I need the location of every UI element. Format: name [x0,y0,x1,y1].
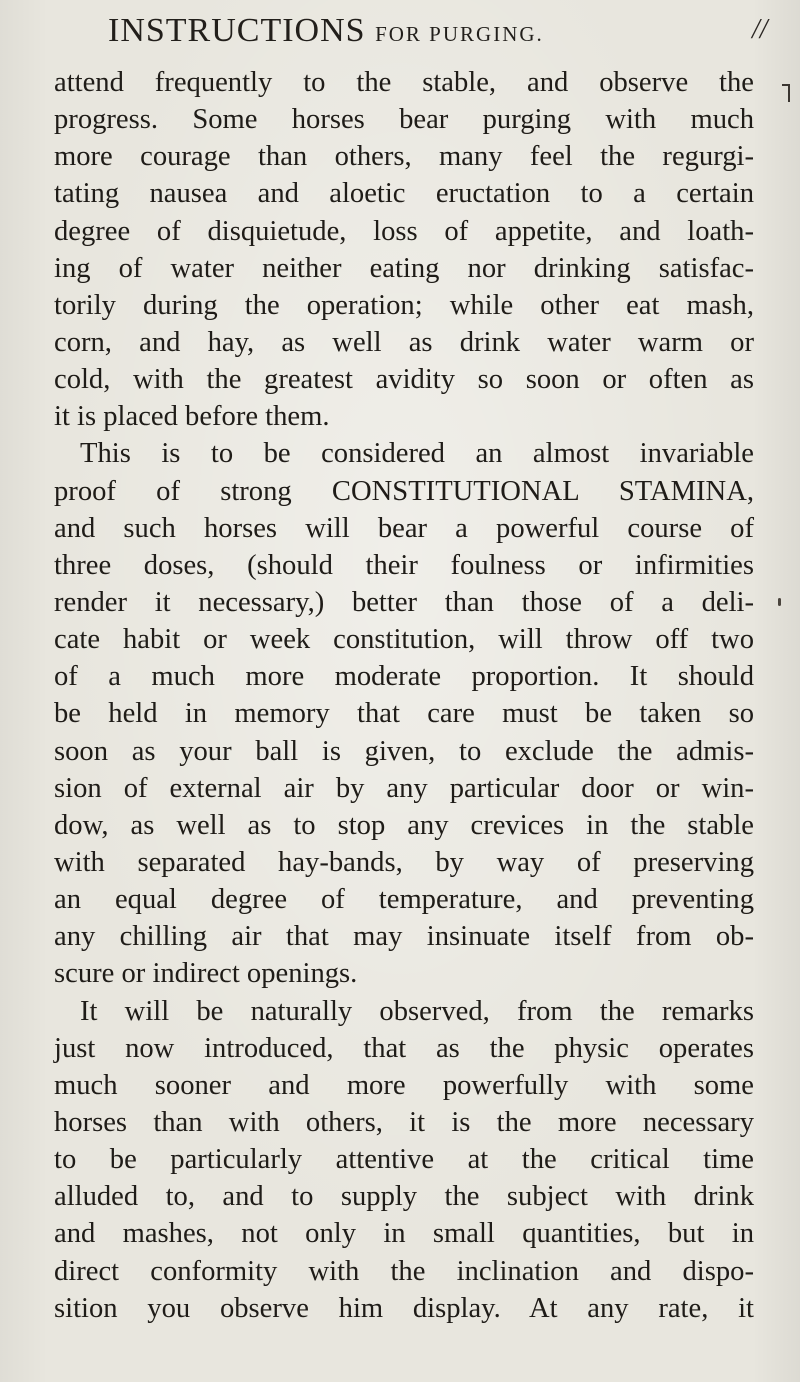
text-line: to be particularly attentive at the critical time [54,1144,754,1176]
text-line-paragraph-end: scure or indirect openings. [54,958,358,990]
text-line: sition you observe him display. At any rate, it [54,1292,754,1324]
page-number: // [752,14,768,45]
margin-bracket-mark [782,84,790,102]
running-head [108,12,708,50]
body-text [54,64,754,1327]
text-line: with separated hay-bands, by way of preserving [54,846,754,878]
text-line: horses than with others, it is the more necessary [54,1106,754,1138]
text-line: sion of external air by any particular door or win- [54,772,754,804]
text-line: render it necessary,) better than those of a deli- [54,586,754,618]
text-line: of a much more moderate proportion. It should [54,661,754,693]
text-line: any chilling air that may insinuate itself from ob- [54,921,754,953]
text-line-paragraph-start: This is to be considered an almost invariable [80,438,754,470]
text-line: soon as your ball is given, to exclude the admis- [54,735,754,767]
text-line: much sooner and more powerfully with some [54,1069,754,1101]
text-line: degree of disquietude, loss of appetite, and loath- [54,215,754,247]
text-line: cate habit or week constitution, will throw off two [54,624,754,656]
running-head-subtitle: FOR PURGING. [375,22,544,46]
text-line: torily during the operation; while other eat mash, [54,289,754,321]
text-line: just now introduced, that as the physic operates [54,1032,754,1064]
text-line: be held in memory that care must be taken so [54,698,754,730]
text-line: direct conformity with the inclination and dispo- [54,1255,754,1287]
text-line: progress. Some horses bear purging with much [54,104,754,136]
running-head-title: INSTRUCTIONS [108,12,366,49]
text-line: cold, with the greatest avidity so soon or often as [54,364,754,396]
text-line-paragraph-end: it is placed before them. [54,401,330,433]
text-line: proof of strong CONSTITUTIONAL STAMINA, [54,475,754,507]
text-line: ing of water neither eating nor drinking satisfac- [54,252,754,284]
text-line: an equal degree of temperature, and preventing [54,884,754,916]
margin-ink-mark [778,598,781,606]
text-line: more courage than others, many feel the regurgi- [54,141,754,173]
text-line: and mashes, not only in small quantities, but in [54,1218,754,1250]
text-line: and such horses will bear a powerful course of [54,512,754,544]
text-line: alluded to, and to supply the subject with drink [54,1181,754,1213]
text-line: corn, and hay, as well as drink water warm or [54,326,754,358]
text-line: attend frequently to the stable, and observe the [54,67,754,98]
text-line: dow, as well as to stop any crevices in the stable [54,809,754,841]
text-line-paragraph-start: It will be naturally observed, from the remarks [80,995,754,1027]
text-line: three doses, (should their foulness or infirmities [54,549,754,581]
text-line: tating nausea and aloetic eructation to a certain [54,178,754,210]
